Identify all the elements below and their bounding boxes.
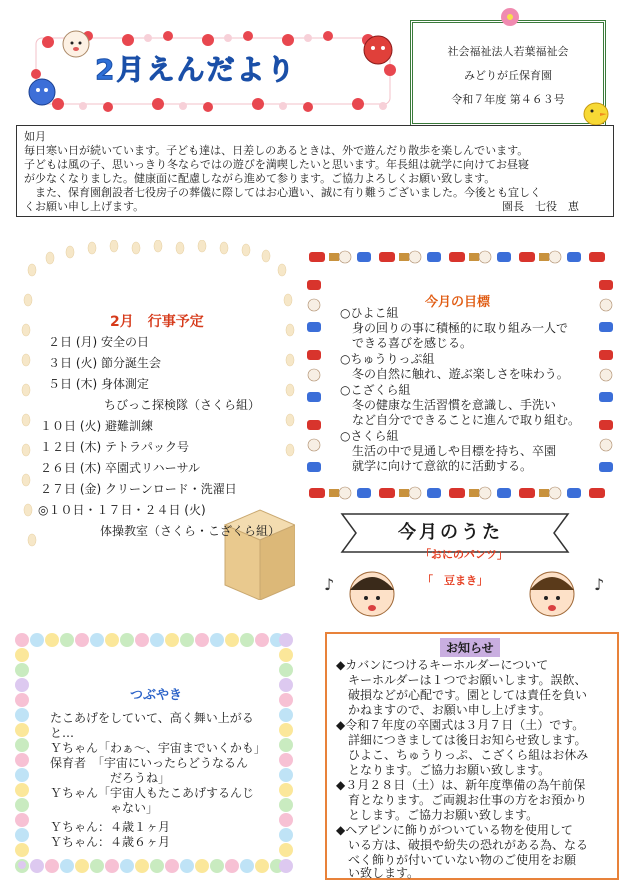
goal-line: 就学に向けて意欲的に活動する。 [352,459,533,473]
schedule-item: ２６日 (木) 卒園式リハーサル [40,461,201,475]
tsubuyaki-line: Ｙちゃん「わぁ～、宇宙までいくかも」 [50,741,266,755]
schedule-item: １０日 (火) 避難訓練 [40,419,153,433]
goals-title: 今月の目標 [425,295,491,310]
song-item: 「 豆まき」 [422,574,488,587]
tsubuyaki-line: 保育者 「宇宙にいったらどうなるん [50,756,249,770]
schedule-item: ３日 (火) 節分誕生会 [48,356,161,370]
notice-line: べく飾りが付いていない物のご使用をお願 [348,853,577,867]
intro-line: 如月 [24,130,46,143]
song-item: 「おにのパンツ」 [420,548,508,561]
notice-line: ひよこ、ちゅうりっぷ、こざくら組はお休み [348,748,589,762]
goal-class-heading: ○こざくら組 [340,383,411,397]
schedule-item: 体操教室（さくら・こざくら組） [100,524,281,538]
notice-line: い致します。 [348,866,420,880]
goal-line: 身の回りの事に積極的に取り組み一人で [352,321,569,335]
notice-line: ◆ヘアピンに飾りがついている物を使用して [336,823,573,837]
schedule-item: ５日 (木) 身体測定 [48,377,149,391]
intro-line: 子どもは風の子、思いっきり冬ならではの遊びを満喫したいと思います。年長組は就学に向けてお昼寝 [24,158,530,171]
chick-icon [580,94,612,128]
goal-class-heading: ○ちゅうりっぷ組 [340,352,435,366]
tsubuyaki-line: ゃない」 [110,801,159,815]
svg-text:♪: ♪ [594,575,605,594]
notice-line: キーホルダーは１つでお願いします。誤飲、 [348,673,587,687]
goal-class-heading: ○ひよこ組 [340,306,399,320]
schedule-item: １２日 (木) テトラパック号 [40,440,189,454]
notice-line: とします。ご協力お願い致します。 [348,808,539,822]
notice-line: 破損などが心配です。園としては責任を負い [348,688,588,702]
notice-line: ◆令和７年度の卒園式は３月７日（土）です。 [336,718,585,732]
intro-line: くお願い申し上げます。 [24,200,145,213]
tsubuyaki-line: Ｙちゃん：４歳１ヶ月 [50,820,171,834]
tsubuyaki-line: Ｙちゃん：４歳６ヶ月 [50,835,171,849]
schedule-item: ２日 (月) 安全の日 [48,335,149,349]
schedule-item: ２７日 (金) クリーンロード・洗濯日 [40,482,237,496]
tsubuyaki-line: だろうね」 [110,771,171,785]
notice-line: となります。ご協力お願い致します。 [348,763,551,777]
intro-line: が少なくなりました。健康面に配慮しながら進めて参ります。ご協力よろしくお願い致します。 [24,172,496,185]
intro-line: また、保育園創設者七役房子の葬儀に際してはお心遣い、誠に有り難うございました。今後とも宜しく [24,186,541,199]
notice-line: かねますので、お願い申し上げます。 [348,703,551,717]
goal-line: 冬の健康な生活習慣を意識し、手洗い [352,398,557,412]
goal-line: 生活の中で見通しや目標を持ち、卒園 [352,444,557,458]
intro-line: 毎日寒い日が続いています。子ども達は、日差しのあるときは、外で遊んだり散歩を楽しんでいます。 [24,144,529,157]
principal-signature: 園長 七役 恵 [502,200,579,213]
tsubuyaki-line: と… [50,726,75,740]
notice-line: いる方は、破損や紛失の恐れがある為、なる [348,838,589,852]
goal-line: できる喜びを感じる。 [352,336,473,350]
flower-icon [495,6,525,28]
org-name: 社会福祉法人若葉福祉会 [447,45,569,58]
notice-line: 育となります。ご両親お仕事の方をお預かり [348,793,588,807]
intro-message-box [16,125,614,217]
notice-line: ◆３月２８日（土）は、新年度準備の為午前保 [336,778,586,792]
school-name: みどりが丘保育園 [464,69,552,82]
goal-class-heading: ○さくら組 [340,429,399,443]
tsubuyaki-line: Ｙちゃん「宇宙人もたこあげするんじ [50,786,255,800]
song-banner-title: 今月のうた [398,522,503,543]
newsletter-title: 2月えんだより [95,53,297,86]
tsubuyaki-line: たこあげをしていて、高く舞い上がる [50,711,254,725]
tsubuyaki-title: つぶやき [130,688,183,703]
svg-text:♪: ♪ [324,575,335,594]
notice-title: お知らせ [440,638,500,657]
singing-children-icon [322,560,612,622]
org-info-box [410,20,606,126]
schedule-item: ちびっこ探検隊（さくら組） [104,398,261,412]
notice-line: ◆カバンにつけるキーホルダーについて [336,658,549,672]
issue-number: 令和７年度 第４６３号 [451,93,565,106]
notice-line: 詳細につきましては後日お知らせ致します。 [348,733,587,747]
goal-line: 冬の自然に触れ、遊ぶ楽しさを味わう。 [352,367,569,381]
goal-line: など自分でできることに進んで取り組む。 [352,413,581,427]
schedule-title: 2月 行事予定 [110,314,204,330]
schedule-item: ◎１０日・１７日・２４日 (火) [38,503,206,517]
